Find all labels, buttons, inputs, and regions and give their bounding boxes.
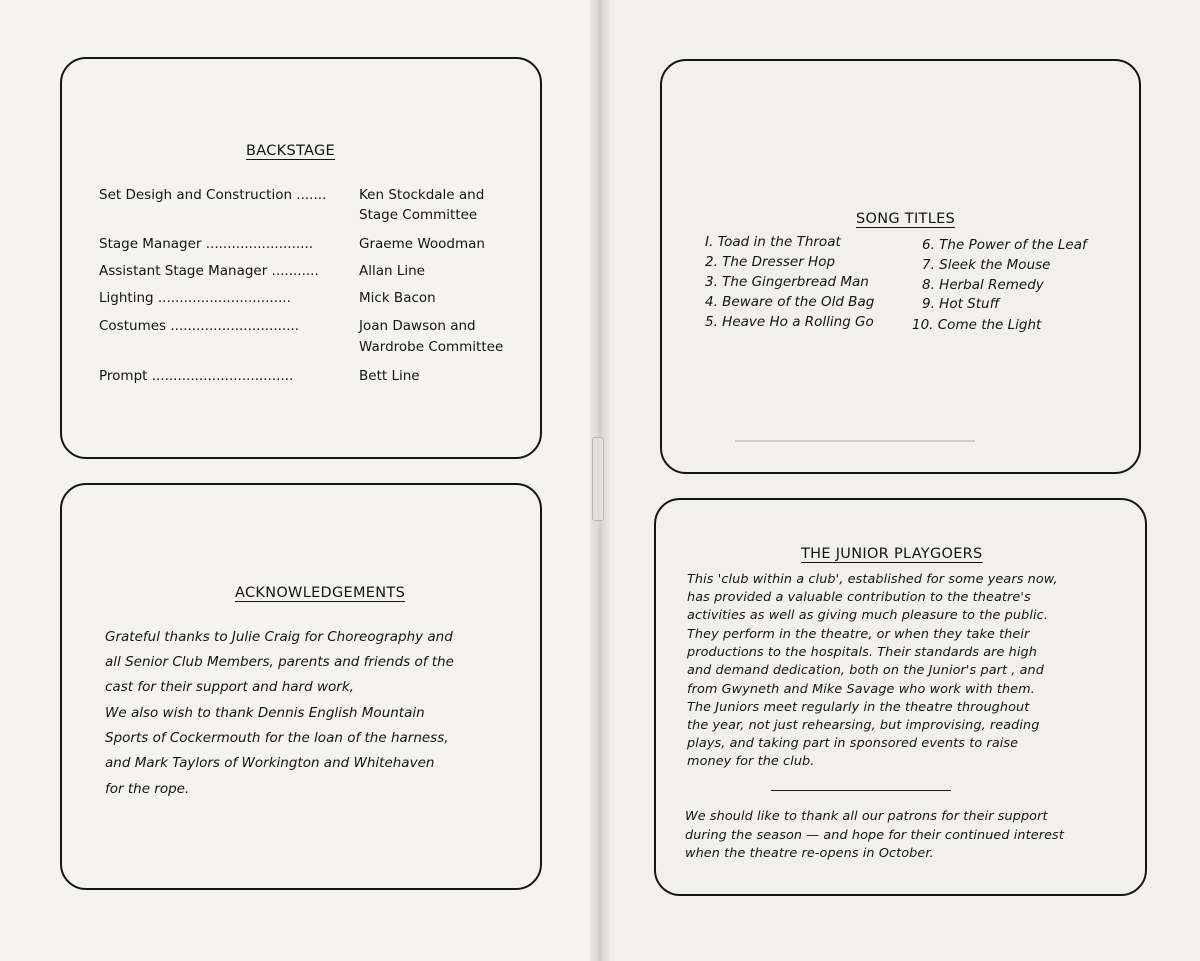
song-title: 9. Hot Stuff (922, 296, 1000, 312)
song-title: 2. The Dresser Hop (705, 254, 836, 270)
acknowledgement-line: We also wish to thank Dennis English Mountain (105, 705, 425, 721)
paragraph-line: and demand dedication, both on the Junior's part , and (687, 663, 1044, 678)
credit-role: Set Desigh and Construction ....... (99, 187, 327, 203)
credit-name: Allan Line (359, 263, 425, 279)
paragraph-line: productions to the hospitals. Their standards are high (687, 645, 1037, 660)
closing-line: during the season — and hope for their continued interest (685, 828, 1064, 843)
staple (592, 437, 604, 521)
backstage-panel (60, 57, 542, 459)
song-titles-heading: SONG TITLES (856, 211, 956, 227)
song-title: 3. The Gingerbread Man (705, 274, 869, 290)
song-title: 6. The Power of the Leaf (922, 237, 1087, 253)
credit-role: Costumes .............................. (99, 318, 300, 334)
acknowledgement-line: all Senior Club Members, parents and friends of the (105, 654, 454, 670)
paragraph-line: the year, not just rehearsing, but improvising, reading (687, 718, 1040, 733)
credit-name: Joan Dawson and (359, 318, 476, 334)
credit-role: Stage Manager ......................... (99, 236, 314, 252)
credit-name: Stage Committee (359, 207, 478, 223)
closing-line: We should like to thank all our patrons for their support (685, 809, 1048, 824)
song-title: 7. Sleek the Mouse (922, 257, 1051, 273)
song-title: 4. Beware of the Old Bag (705, 294, 875, 310)
divider (771, 790, 951, 791)
acknowledgement-line: Grateful thanks to Julie Craig for Choreography and (105, 629, 453, 645)
junior-playgoers-heading: THE JUNIOR PLAYGOERS (801, 546, 983, 562)
credit-role: Assistant Stage Manager ........... (99, 263, 319, 279)
acknowledgements-heading: ACKNOWLEDGEMENTS (235, 585, 406, 601)
acknowledgement-line: and Mark Taylors of Workington and Whitehaven (105, 755, 435, 771)
paragraph-line: activities as well as giving much pleasure to the public. (687, 608, 1048, 623)
acknowledgements-panel (60, 483, 542, 890)
acknowledgement-line: cast for their support and hard work, (105, 679, 354, 695)
acknowledgement-line: Sports of Cockermouth for the loan of the harness, (105, 730, 449, 746)
paragraph-line: from Gwyneth and Mike Savage who work with them. (687, 682, 1035, 697)
paragraph-line: has provided a valuable contribution to the theatre's (687, 590, 1031, 605)
paragraph-line: The Juniors meet regularly in the theatre throughout (687, 700, 1030, 715)
credit-name: Bett Line (359, 368, 420, 384)
song-title: 8. Herbal Remedy (922, 277, 1044, 293)
song-title: I. Toad in the Throat (705, 234, 841, 250)
paragraph-line: money for the club. (687, 754, 815, 769)
song-titles-panel (660, 59, 1141, 474)
paragraph-line: plays, and taking part in sponsored events to raise (687, 736, 1019, 751)
acknowledgement-line: for the rope. (105, 781, 190, 797)
credit-name: Graeme Woodman (359, 236, 485, 252)
credit-role: Lighting ............................... (99, 290, 291, 306)
credit-name: Wardrobe Committee (359, 339, 504, 355)
junior-playgoers-panel (654, 498, 1147, 896)
backstage-heading: BACKSTAGE (246, 143, 335, 159)
song-title: 10. Come the Light (912, 317, 1042, 333)
paragraph-line: This 'club within a club', established for some years now, (687, 572, 1058, 587)
credit-role: Prompt ................................. (99, 368, 294, 384)
closing-line: when the theatre re-opens in October. (685, 846, 934, 861)
paragraph-line: They perform in the theatre, or when they take their (687, 627, 1030, 642)
song-title: 5. Heave Ho a Rolling Go (705, 314, 874, 330)
credit-name: Ken Stockdale and (359, 187, 485, 203)
credit-name: Mick Bacon (359, 290, 436, 306)
